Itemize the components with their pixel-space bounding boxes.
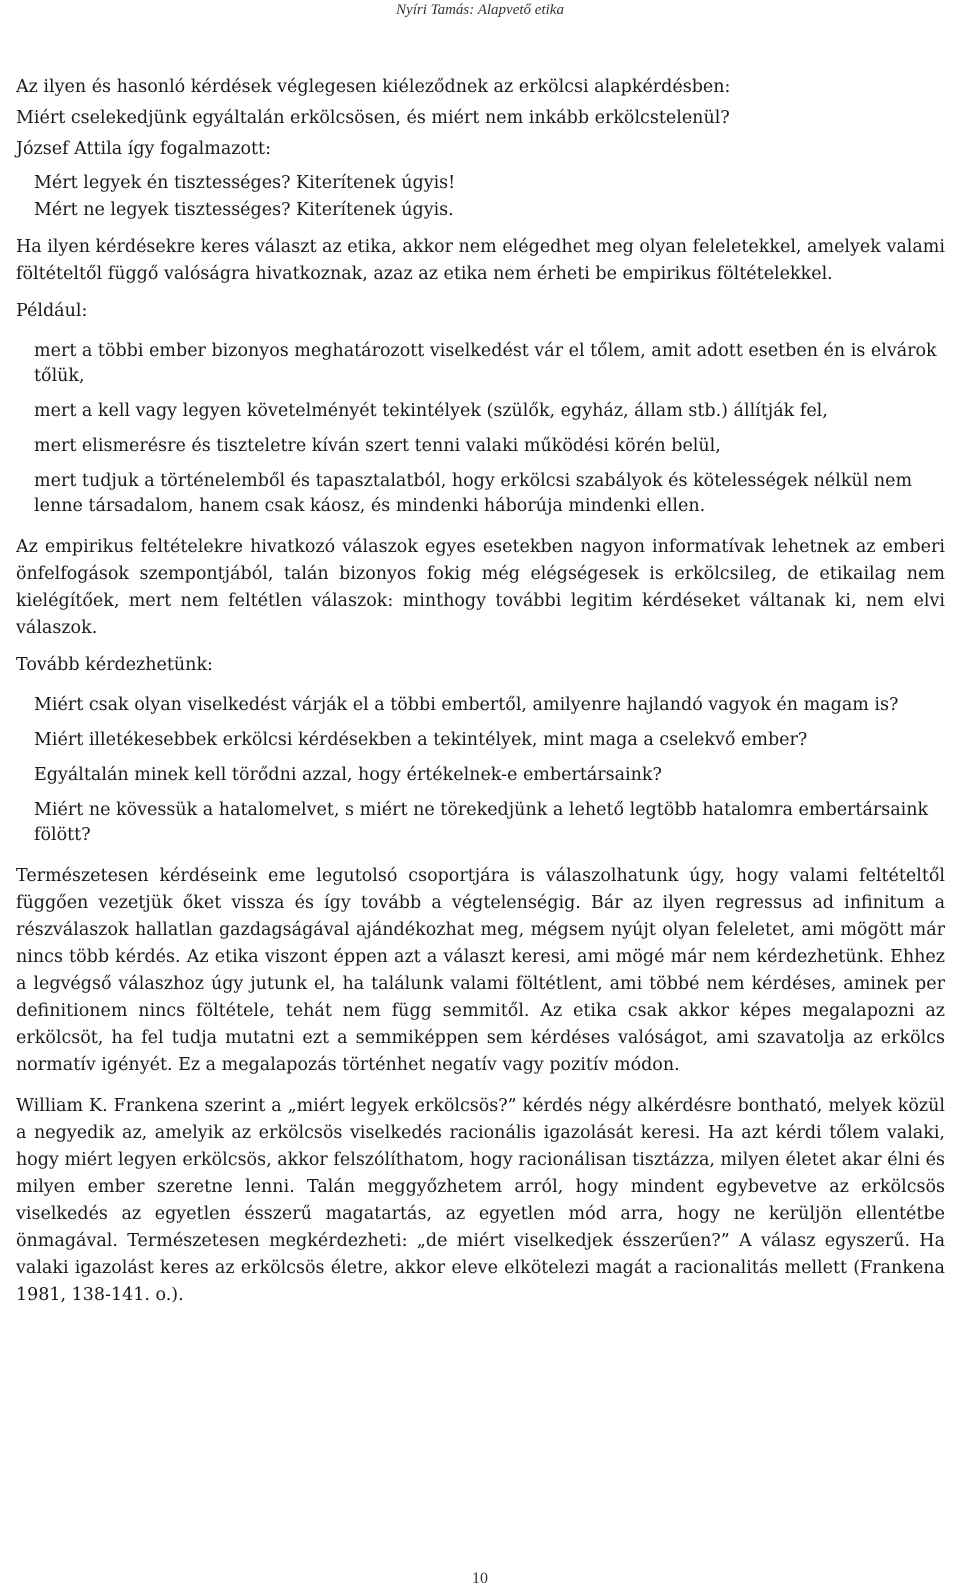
list-item: Miért ne kövessük a hatalomelvet, s miért ne törekedjünk a lehető legtöbb hatalomra embertársaink fölött? bbox=[34, 800, 929, 845]
page-number: 10 bbox=[472, 1570, 488, 1587]
paragraph-1: Ha ilyen kérdésekre keres választ az etika, akkor nem elégedhet meg olyan feleletekkel, amelyek valami föltételtől függő valóságra hivatkoznak, azaz az etika nem érheti be empirikus föltételekkel. bbox=[16, 237, 945, 284]
intro-line-2: Miért cselekedjünk egyáltalán erkölcsösen, és miért nem inkább erkölcstelenül? bbox=[16, 108, 730, 128]
poem-line-1: Mért legyek én tisztességes? Kiterítenek úgyis! bbox=[34, 173, 456, 193]
page-body bbox=[16, 72, 945, 1309]
poem-quote bbox=[34, 170, 945, 224]
paragraph-2: Az empirikus feltételekre hivatkozó válaszok egyes esetekben nagyon informatívak lehetnek az emberi önfelfogások szempontjából, talán bizonyos fokig még elégségesek is erkölcsileg, de etikailag nem kielégítőek, mert nem feltétlen válaszok: minthogy további legitim kérdéseket váltanak ki, nem elvi válaszok. bbox=[16, 537, 945, 638]
paragraph-3: Természetesen kérdéseink eme legutolsó csoportjára is válaszolhatunk úgy, hogy valami feltételtől függően vezetjük őket vissza és így tovább a végtelenségig. Bár az ilyen regressus ad infinitum a részválaszok hallatlan gazdagságával ajándékozhat meg, mégsem nyújt olyan feleletet, ami mögött már nincs több kérdés. Az etika viszont éppen azt a választ keresi, ami mögé már nem kérdezhetünk. Ehhez a legvégső válaszhoz úgy jutunk el, ha találunk valami föltétlent, ami többé nem kérdéses, aminek per definitionem nincs föltétele, tehát nem függ semmitől. Az etika csak akkor képes megalapozni az erkölcsöt, ha fel tudja mutatni ezt a semmiképpen sem kérdéses valóságot, ami szavatolja az erkölcs normatív igényét. Ez a megalapozás történhet negatív vagy pozitív módon. bbox=[16, 866, 945, 1075]
poem-line-2: Mért ne legyek tisztességes? Kiterítenek úgyis. bbox=[34, 200, 454, 220]
list-item: Egyáltalán minek kell törődni azzal, hogy értékelnek-e embertársaink? bbox=[34, 765, 662, 785]
list-item: Miért csak olyan viselkedést várják el a többi embertől, amilyenre hajlandó vagyok én magam is? bbox=[34, 695, 899, 715]
intro-line-1: Az ilyen és hasonló kérdések véglegesen kiéleződnek az erkölcsi alapkérdésben: bbox=[16, 77, 731, 97]
further-label: Tovább kérdezhetünk: bbox=[16, 655, 213, 675]
paragraph-4: William K. Frankena szerint a „miért legyek erkölcsös?” kérdés négy alkérdésre bontható, melyek közül a negyedik az, amelyik az erkölcsös viselkedés racionális igazolását keresi. Ha azt kérdi tőlem valaki, hogy miért legyen erkölcsös, akkor felszólíthatom, hogy racionálisan tisztázza, milyen életet akar élni és milyen ember szeretne lenni. Talán meggyőzhetem arról, hogy mindent egybevetve az erkölcsös viselkedés az egyetlen ésszerű magatartás, az egyetlen mód arra, hogy ne kerüljön ellentétbe önmagával. Természetesen megkérdezheti: „de miért viselkedjek ésszerűen?” A válasz egyszerű. Ha valaki igazolást keres az erkölcsös életre, akkor eleve elkötelezi magát a racionalitás mellett (Frankena 1981, 138-141. o.). bbox=[16, 1096, 945, 1305]
list-item: mert elismerésre és tiszteletre kíván szert tenni valaki működési körén belül, bbox=[34, 436, 721, 456]
question-list bbox=[34, 693, 945, 848]
list-item: mert a többi ember bizonyos meghatározott viselkedést vár el tőlem, amit adott esetben én is elvárok tőlük, bbox=[34, 341, 937, 386]
example-label: Például: bbox=[16, 301, 88, 321]
list-item: Miért illetékesebbek erkölcsi kérdésekben a tekintélyek, mint maga a cselekvő ember? bbox=[34, 730, 808, 750]
example-list bbox=[34, 339, 945, 519]
running-header: Nyíri Tamás: Alapvető etika bbox=[396, 2, 564, 18]
list-item: mert tudjuk a történelemből és tapasztalatból, hogy erkölcsi szabályok és kötelességek nélkül nem lenne társadalom, hanem csak káosz, és mindenki háborúja mindenki ellen. bbox=[34, 471, 913, 516]
list-item: mert a kell vagy legyen követelményét tekintélyek (szülők, egyház, állam stb.) állítják fel, bbox=[34, 401, 828, 421]
intro-line-3: József Attila így fogalmazott: bbox=[16, 139, 271, 159]
